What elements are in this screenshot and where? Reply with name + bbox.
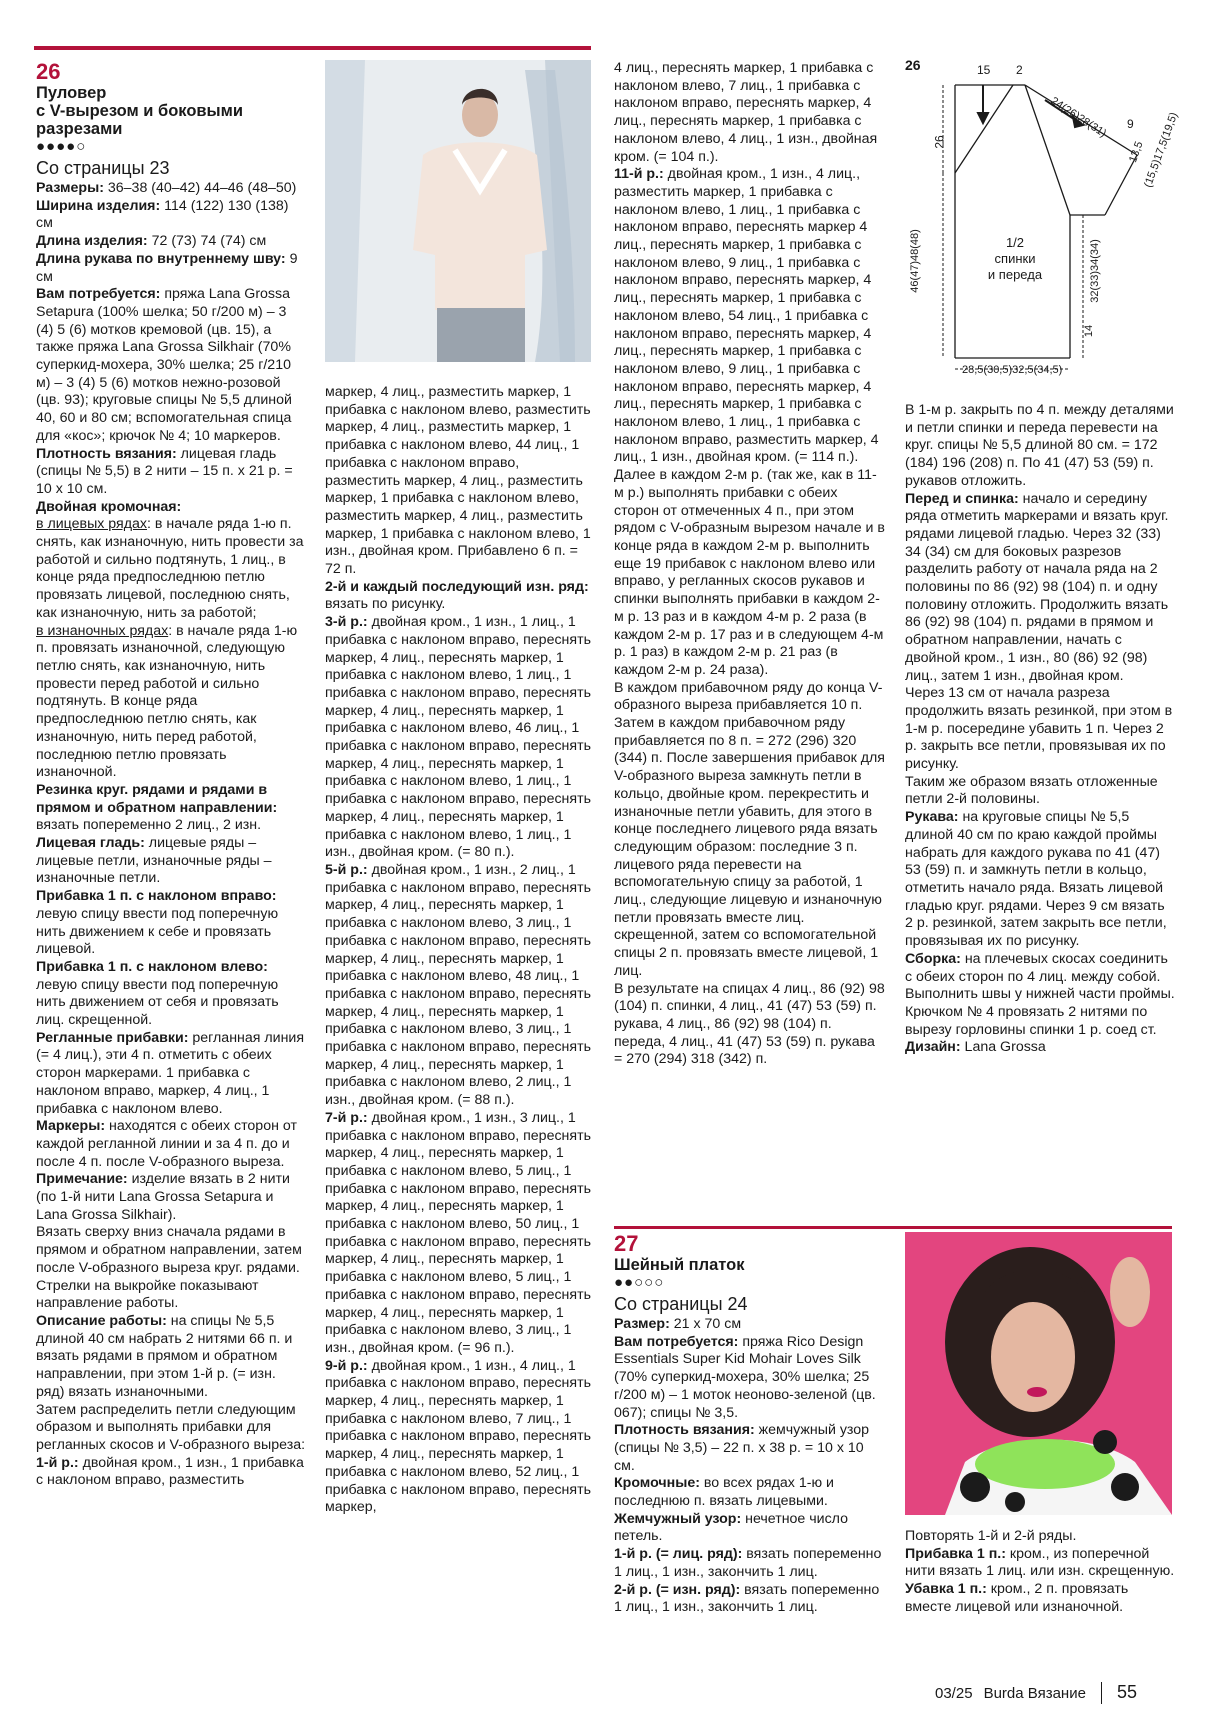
paragraph: Размер: 21 х 70 см [614,1316,742,1332]
instructions-block-4 [905,402,1175,1057]
paragraph: Длина рукава по внутреннему шву: 9 см [36,250,298,285]
paragraph: Убавка 1 п.: кром., 2 п. провязать вместе лицевой или изнаночной. [905,1581,1129,1615]
paragraph: Вам потребуется: пряжа Lana Grossa Setapura (100% шелка; 50 г/200 м) – 3 (4) 5 (6) мотков кремовой (цв. 15), а также пряжа Lana Grossa Silkhair (70% суперкид-мохера, 30% шелка; 25 г/210 м) – 3 (4) 5 (6) мотков нежно-розовой (цв. 93); круговые спицы № 5,5 длиной 40, 60 и 80 см; вспомогательная спица для «кос»; крючок № 4; 10 маркеров. [36,286,292,444]
paragraph: Далее в каждом 2-м р. (так же, как в 11-м р.) выполнять прибавки с обеих сторон от отмеченных 4 п., при этом рядом с V-образным вырезом начале и в конце ряда в каждом 2-м р. выполнить еще 19 прибавок с наклоном влево или вправо, у регланных скосов рукавов и спинки выполнять прибавки в каждом 2-м р. 13 раз и в каждом 4-м р. 2 раза (в каждом 2-м р. 17 раз и в следующем 4-м р. 1 раз) в каждом 2-м р. 21 раз (в каждом 2-м р. 24 раза). [614,467,885,678]
paragraph: 7-й р.: двойная кром., 1 изн., 3 лиц., 1 прибавка с наклоном вправо, переснять маркер, 4 лиц., переснять маркер, 1 прибавка с наклоном влево, 5 лиц., 1 прибавка с наклоном вправо, переснять маркер, 4 лиц., переснять маркер, 1 прибавка с наклоном влево, 50 лиц., 1 прибавка с наклоном вправо, переснять маркер, 4 лиц., переснять маркер, 1 прибавка с наклоном влево, 5 лиц., 1 прибавка с наклоном вправо, переснять маркер, 4 лиц., переснять маркер, 1 прибавка с наклоном влево, 3 лиц., 1 изн., двойная кром. (= 96 п.). [325,1109,591,1356]
paragraph: Сборка: на плечевых скосах соединить с обеих сторон по 4 лиц. между собой. Выполнить швы у нижней части проймы. Крючком № 4 провязать 2 нитями по вырезу горловины спинки 1 р. соед ст. [905,950,1175,1038]
pattern-27-from-page: Со страницы 24 [614,1294,748,1314]
schema-center-label [980,235,1050,283]
pattern-26-column-2 [325,384,595,1517]
paragraph: Плотность вязания: лицевая гладь (спицы № 5,5) в 2 нити – 15 п. х 21 р. = 10 х 10 см. [36,445,293,497]
paragraph: Двойная кромочная: [36,498,182,515]
paragraph: Маркеры: находятся с обеих сторон от каждой регланной линии и за 4 п. до и после 4 п. после V-образного выреза. [36,1118,297,1170]
page-number: 55 [1116,1682,1138,1702]
model-photo-pullover [325,60,591,362]
pattern-27-title: Шейный платок [614,1256,745,1274]
paragraph: 2-й и каждый последующий изн. ряд: вязать по рисунку. [325,578,589,613]
paragraph: Перед и спинка: начало и середину ряда отметить маркерами и вязать круг. рядами лицевой гладью. Через 32 (33) 34 (34) см для боковых разрезов разделить работу от начала ряда на 2 половины по 86 (92) 98 (104) п. и одну половину отложить. Продолжить вязать 86 (92) 98 (104) п. рядами в прямом и обратном направлении, начать с двойной кром., 1 изн., 80 (86) 92 (98) лиц., затем 1 изн., двойная кром. [905,490,1169,684]
paragraph: В каждом прибавочном ряду до конца V-образного выреза прибавляется 10 п. Затем в каждом прибавочном ряду прибавляется по 8 п. = 272 (296) 320 (344) п. После завершения прибавок для V-образного выреза замкнуть петли в кольцо, двойные кром. перекрестить и изнаночные петли убавить, для этого в конце последнего лицевого ряда вязать следующим образом: последние 3 п. лицевого ряда перевести на вспомогательную спицу за работой, 1 лиц., следующие лицевую и изнаночную петли провязать вместе лиц. скрещенной, затем со вспомогательной спицы 2 п. провязать вместе лицевой, 1 лиц. [614,679,885,979]
top-rule-mid [614,1226,1172,1229]
paragraph: в изнаночных рядах: в начале ряда 1-ю п. провязать изнаночной, следующую петлю снять, как изнаночную, нить провести перед работой и сильно подтянуть. В конце ряда предпоследнюю петлю снять, как изнаночную, нить перед работой, последнюю петлю провязать изнаночной. [36,622,298,781]
from-page: Со страницы 23 [36,158,170,178]
pattern-27-column-4 [905,1528,1175,1617]
paragraph: в лицевых рядах: в начале ряда 1-ю п. снять, как изнаночную, нить провести за работой и сильно подтянуть, 1 лиц., в конце ряда предпоследнюю петлю провязать лицевой, последнюю снять, как изнаночную, нить за работой; [36,516,304,621]
paragraph: Размеры: 36–38 (40–42) 44–46 (48–50) [36,180,297,196]
paragraph: Резинка круг. рядами и рядами в прямом и обратном направлении: вязать попеременно 2 лиц., 2 изн. [36,781,278,834]
paragraph: Таким же образом вязать отложенные петли 2-й половины. [905,773,1158,808]
pattern-26-column-4 [905,402,1175,1057]
schema-label-2: 2 [1016,63,1023,77]
paragraph: 3-й р.: двойная кром., 1 изн., 1 лиц., 1 прибавка с наклоном вправо, переснять маркер, 4 лиц., переснять маркер, 1 прибавка с наклоном влево, 1 лиц., 1 прибавка с наклоном вправо, переснять маркер, 4 лиц., переснять маркер, 1 прибавка с наклоном влево, 46 лиц., 1 прибавка с наклоном вправо, переснять маркер, 4 лиц., переснять маркер, 1 прибавка с наклоном влево, 1 лиц., 1 прибавка с наклоном вправо, переснять маркер, 4 лиц., переснять маркер, 1 прибавка с наклоном влево, 1 лиц., 1 изн., двойная кром. (= 80 п.). [325,614,591,861]
paragraph: В 1-м р. закрыть по 4 п. между деталями и петли спинки и переда перевести на круг. спицы № 5,5 длиной 80 см. = 172 (184) 196 (208) п. По 41 (47) 53 (59) п. рукавов отложить. [905,402,1174,489]
paragraph: Жемчужный узор: нечетное число петель. [614,1510,849,1545]
footer-divider [1101,1682,1102,1704]
paragraph: Лицевая гладь: лицевые ряды – лицевые петли, изнаночные ряды – изнаночные петли. [36,835,272,887]
schema-label-15: 15 [977,63,991,77]
pattern-27-column-3 [614,1232,886,1617]
magazine-name: Burda Вязание [983,1685,1086,1702]
schema-number: 26 [905,57,921,73]
pattern-26-column-1 [36,60,306,1490]
paragraph: 1-й р.: двойная кром., 1 изн., 1 прибавка с наклоном вправо, разместить [36,1454,304,1489]
instructions-block-2 [325,384,595,1517]
page-footer [935,1682,1175,1704]
paragraph: 11-й р.: двойная кром., 1 изн., 4 лиц., разместить маркер, 1 прибавка с наклоном влево, 1 лиц., 1 прибавка с наклоном вправо, переснять маркер 4 лиц., переснять маркер, 1 прибавка с наклоном влево, 9 лиц., 1 прибавка с наклоном вправо, переснять маркер, 4 лиц., переснять маркер, 1 прибавка с наклоном влево, 54 лиц., 1 прибавка с наклоном вправо, переснять маркер, 4 лиц., переснять маркер, 1 прибавка с наклоном влево, 9 лиц., 1 прибавка с наклоном вправо, переснять маркер, 4 лиц., переснять маркер, 1 прибавка с наклоном влево, 1 лиц., 1 прибавка с наклоном вправо, разместить маркер, 4 лиц., 1 изн., двойная кром. (= 114 п.). [614,166,879,466]
paragraph: 4 лиц., переснять маркер, 1 прибавка с наклоном влево, 7 лиц., 1 прибавка с наклоном вправо, переснять маркер, 4 лиц., переснять маркер, 1 прибавка с наклоном влево, 4 лиц., 1 изн., двойная кром. (= 104 п.). [614,60,878,165]
instructions-block-3 [614,60,886,1069]
paragraph: Плотность вязания: жемчужный узор (спицы № 3,5) – 22 п. х 38 р. = 10 х 10 см. [614,1422,870,1474]
paragraph: 2-й р. (= изн. ряд): вязать попеременно 1 лиц., 1 изн., закончить 1 лиц. [614,1581,880,1616]
schema-label-body: 32(33)34(34) [1088,239,1101,303]
pattern-27-difficulty-dots: ●●○○○ [614,1274,665,1291]
schema-center-line-2: спинки [994,251,1036,266]
paragraph: Регланные прибавки: регланная линия (= 4 лиц.), эти 4 п. отметить с обеих сторон маркерами. 1 прибавка с наклоном вправо, маркер, 4 лиц., 1 прибавка с наклоном влево. [36,1029,305,1117]
paragraph: Вам потребуется: пряжа Rico Design Essentials Super Kid Mohair Loves Silk (70% суперкид-мохера, 30% шелка; 25 г/200 м) – 1 моток неоново-зеленой (цв. 067); спицы № 3,5. [614,1333,876,1421]
schema-label-sleeve-2: (15,5)17,5(19,5) [1142,110,1181,190]
paragraph: 1-й р. (= лиц. ряд): вязать попеременно 1 лиц., 1 изн., закончить 1 лиц. [614,1546,882,1580]
paragraph: 9-й р.: двойная кром., 1 изн., 4 лиц., 1 прибавка с наклоном вправо, переснять маркер, 4 лиц., переснять маркер, 1 прибавка с наклоном влево, 7 лиц., 1 прибавка с наклоном вправо, переснять маркер, 4 лиц., переснять маркер, 1 прибавка с наклоном влево, 52 лиц., 1 прибавка с наклоном вправо, переснять маркер, [325,1357,591,1516]
difficulty-dots: ●●●●○ [36,138,87,155]
schema-label-sleeve: 13,5 [1127,139,1146,165]
schema-label-bottom: 28,5(30,5)32,5(34,5) [962,364,1063,376]
paragraph: Прибавка 1 п. с наклоном влево: левую спицу ввести под поперечную нить движением от себя и провязать лиц. скрещенной. [36,958,279,1029]
schema-label-26: 26 [932,135,947,149]
instructions-block-1 [36,180,306,1490]
schema-label-side: 46(47)48(48) [908,229,921,293]
pullover-schematic [905,55,1181,385]
issue-number: 03/25 [935,1685,973,1702]
paragraph: Дизайн: Lana Grossa [905,1039,1046,1056]
pattern-number: 26 [36,59,61,84]
model-photo-scarf [905,1232,1172,1515]
paragraph: В результате на спицах 4 лиц., 86 (92) 98 (104) п. спинки, 4 лиц., 41 (47) 53 (59) п. рукава, 4 лиц., 86 (92) 98 (104) п. переда, 4 лиц., 41 (47) 53 (59) п. рукава = 270 (294) 318 (342) п. [614,980,885,1068]
paragraph: 5-й р.: двойная кром., 1 изн., 2 лиц., 1 прибавка с наклоном вправо, переснять маркер, 4 лиц., переснять маркер, 1 прибавка с наклоном влево, 3 лиц., 1 прибавка с наклоном вправо, переснять маркер, 4 лиц., переснять маркер, 1 прибавка с наклоном влево, 48 лиц., 1 прибавка с наклоном вправо, переснять маркер, 4 лиц., переснять маркер, 1 прибавка с наклоном влево, 3 лиц., 1 прибавка с наклоном вправо, переснять маркер, 4 лиц., переснять маркер, 1 прибавка с наклоном влево, 2 лиц., 1 изн., двойная кром. (= 88 п.). [325,861,591,1109]
paragraph: Вязать сверху вниз сначала рядами в прямом и обратном направлении, затем после V-образного выреза круг. рядами. [36,1224,302,1276]
top-rule-left [34,46,591,50]
schema-center-line-3: и переда [987,267,1043,282]
paragraph: Примечание: изделие вязать в 2 нити (по 1-й нити Lana Grossa Setapura и Lana Grossa Silkhair). [36,1171,290,1223]
pattern-27-number: 27 [614,1231,639,1256]
paragraph: Прибавка 1 п. с наклоном вправо: левую спицу ввести под поперечную нить движением к себе и провязать лицевой. [36,888,279,958]
pattern-title-line-2: с V-вырезом и боковыми [36,102,243,120]
paragraph: Ширина изделия: 114 (122) 130 (138) см [36,197,289,232]
paragraph: Стрелки на выкройке показывают направление работы. [36,1277,259,1312]
pattern-27-instructions-1 [614,1316,886,1617]
pullover-illustration [325,60,591,362]
pattern-26-column-3 [614,60,886,1069]
pattern-title-line-1: Пуловер [36,84,107,102]
paragraph: маркер, 4 лиц., разместить маркер, 1 прибавка с наклоном влево, разместить маркер, 4 лиц., разместить маркер, 1 прибавка с наклоном влево, 44 лиц., 1 прибавка с наклоном вправо, разместить маркер, 4 лиц., разместить маркер, 1 прибавка с наклоном влево, разместить маркер, 4 лиц., разместить маркер, 1 прибавка с наклоном влево, 1 изн., двойная кром. Прибавлено 6 п. = 72 п. [325,384,591,578]
schema-center-line-1: 1/2 [1005,235,1025,250]
scarf-illustration [905,1232,1172,1515]
schema-label-9: 9 [1127,117,1134,131]
paragraph: Кромочные: во всех рядах 1-ю и последнюю п. вязать лицевыми. [614,1475,834,1510]
paragraph: Затем распределить петли следующим образом и выполнять прибавки для регланных скосов и V-образного выреза: [36,1401,306,1453]
paragraph: Через 13 см от начала разреза продолжить вязать резинкой, при этом в 1-м р. посередине убавить 1 п. Через 2 р. закрыть все петли, провязывая их по рисунку. [905,685,1173,773]
paragraph: Рукава: на круговые спицы № 5,5 длиной 40 см по краю каждой проймы набрать для каждого рукава по 41 (47) 53 (59) п. и замкнуть петли в кольцо, отметить начало ряда. Вязать лицевой гладью круг. рядами. Через 9 см вязать 2 р. резинкой, затем закрыть все петли, провязывая их по рисунку. [905,809,1167,950]
schema-label-14: 14 [1083,324,1096,338]
schema-label-shoulder: 24(26)28(31) [1048,95,1109,140]
paragraph: Прибавка 1 п.: кром., из поперечной нити вязать 1 лиц. или изн. скрещенную. [905,1545,1175,1580]
paragraph: Описание работы: на спицы № 5,5 длиной 40 см набрать 2 нитями 66 п. и вязать рядами в прямом и обратном направлении, при этом 1-й р. (= изн. ряд) вязать изнаночными. [36,1313,293,1400]
pattern-27-instructions-2 [905,1528,1175,1617]
paragraph: Длина изделия: 72 (73) 74 (74) см [36,233,267,250]
paragraph: Повторять 1-й и 2-й ряды. [905,1528,1077,1544]
pattern-title-line-3: разрезами [36,120,123,138]
